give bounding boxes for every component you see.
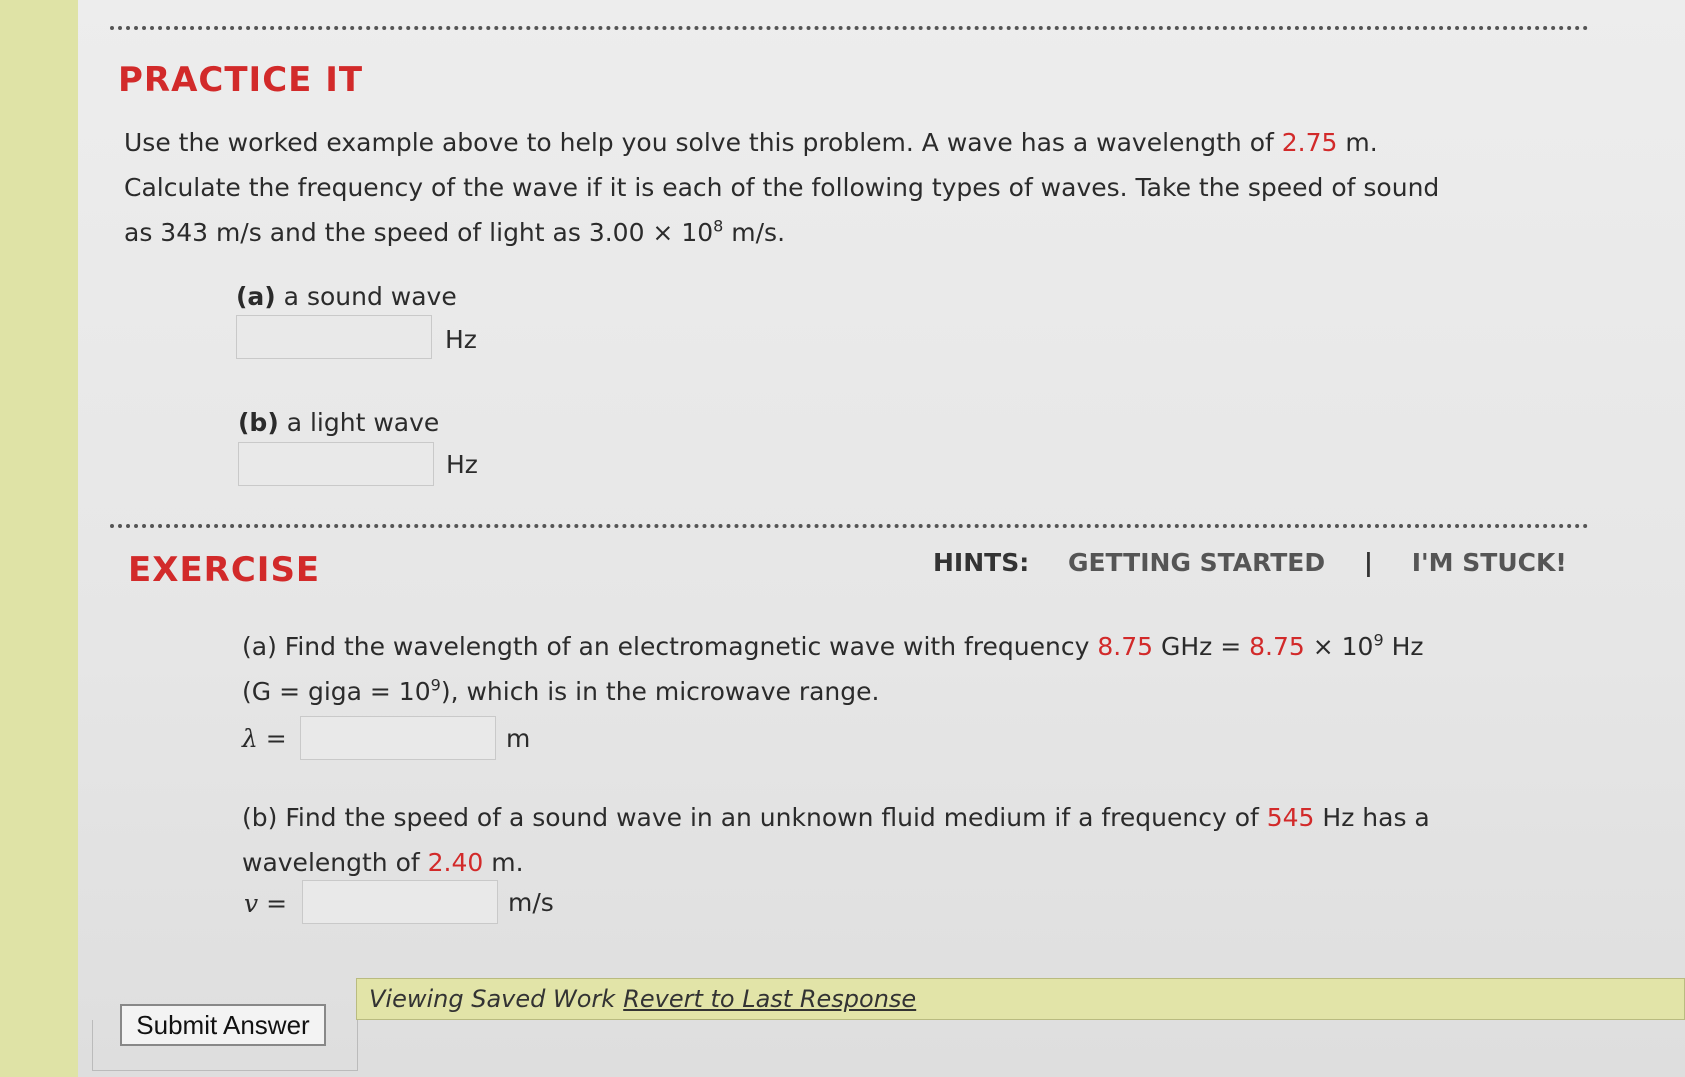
- velocity-symbol: v =: [244, 889, 288, 918]
- top-divider: [110, 26, 1589, 30]
- exercise-a-unit: m: [506, 724, 531, 753]
- light-wave-frequency-input[interactable]: [238, 442, 434, 486]
- saved-work-text-wrap: [369, 985, 916, 1013]
- question-panel: [78, 0, 1685, 1077]
- sound-wave-frequency-input[interactable]: [236, 315, 432, 359]
- hints-bar: [933, 548, 1567, 577]
- practice-part-b-label: (b) a light wave: [238, 408, 440, 437]
- middle-divider: [110, 524, 1589, 528]
- saved-work-bar: [356, 978, 1685, 1020]
- practice-title: PRACTICE IT: [118, 60, 364, 100]
- wavelength-input[interactable]: [300, 716, 496, 760]
- exercise-part-b-text: (b) Find the speed of a sound wave in an unknown fluid medium if a frequency of 545 Hz has a wavelength of 2.40 m.: [242, 803, 1430, 877]
- hints-label: HINTS:: [933, 548, 1030, 577]
- practice-problem-text: Use the worked example above to help you solve this problem. A wave has a wavelength of 2.75 m. Calculate the frequency of the wave if it is each of the following types of waves. Take the speed of sound as 343 m/s and the speed of light as $3.00 \times 10^8$ m/s.: [124, 128, 1440, 247]
- lambda-symbol: λ =: [242, 724, 287, 753]
- submit-answer-button[interactable]: Submit Answer: [120, 1004, 326, 1046]
- revert-to-last-response-link[interactable]: Revert to Last Response: [623, 985, 917, 1013]
- saved-work-text: Viewing Saved Work: [369, 985, 616, 1013]
- left-margin-strip: [0, 0, 78, 1077]
- practice-part-a-label: (a) a sound wave: [236, 282, 457, 311]
- wavelength-value: 2.75: [1281, 128, 1338, 157]
- exercise-b-unit: m/s: [508, 888, 554, 917]
- part-b-unit: Hz: [446, 450, 478, 479]
- hint-getting-started-link[interactable]: GETTING STARTED: [1067, 548, 1326, 577]
- speed-input[interactable]: [302, 880, 498, 924]
- hint-stuck-link[interactable]: I'M STUCK!: [1411, 548, 1567, 577]
- exercise-title: EXERCISE: [128, 550, 321, 590]
- part-a-unit: Hz: [445, 325, 477, 354]
- exercise-part-a-text: (a) Find the wavelength of an electromagnetic wave with frequency 8.75 GHz = $8.75 \times 10^9$ Hz (G = giga = $10^9$), which is in the microwave range.: [242, 630, 1424, 706]
- hint-separator: |: [1363, 548, 1373, 577]
